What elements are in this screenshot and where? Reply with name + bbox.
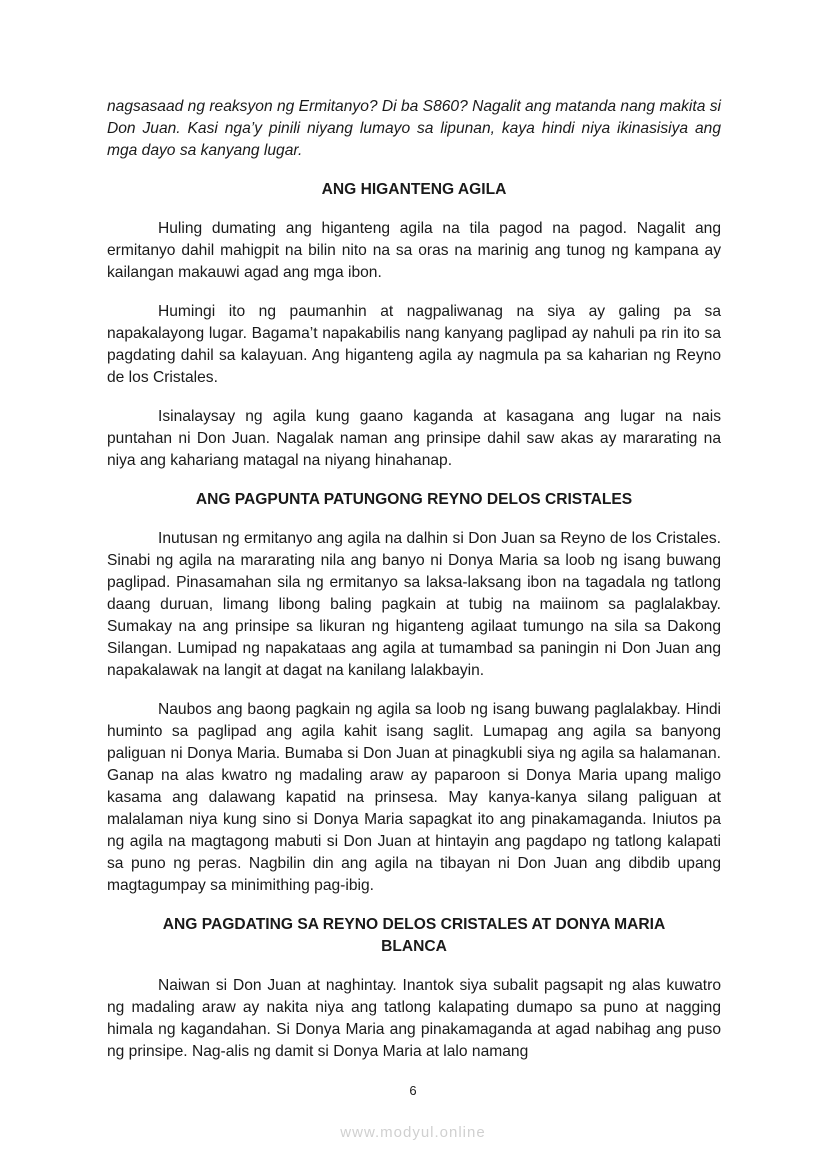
paragraph: Isinalaysay ng agila kung gaano kaganda at kasagana ang lugar na nais puntahan ni Don Juan. Nagalak naman ang prinsipe dahil saw akas ay mararating na niya ang kahariang matagal na niyang hinahanap. bbox=[107, 408, 721, 469]
paragraph: Naiwan si Don Juan at naghintay. Inantok siya subalit pagsapit ng alas kuwatro ng madaling araw ay nakita niya ang tatlong kalapating dumapo sa puno at nagging himala ng kagandahan. Si Donya Maria ang pinakamaganda at agad nabihag ang puso ng prinsipe. Nag-alis ng damit si Donya Maria at lalo namang bbox=[107, 977, 721, 1060]
watermark: www.modyul.online bbox=[340, 1124, 486, 1141]
paragraph: Naubos ang baong pagkain ng agila sa loob ng isang buwang paglalakbay. Hindi huminto sa paglipad ang agila kahit isang saglit. Lumapag ang agila sa banyong paliguan ni Donya Maria. Bumaba si Don Juan at pinagkubli siya ng agila sa halamanan. Ganap na alas kwatro ng madaling araw ay paparoon si Donya Maria upang maligo kasama ang dalawang kapatid na prinsesa. May kanya-kanya silang paliguan at malalaman niya kung sino si Donya Maria sapagkat ito ang pinakamaganda. Iniutos pa ng agila na magtagong mabuti si Don Juan at hintayin ang pagdapo ng tatlong kalapati sa puno ng peras. Nagbilin din ang agila na tibayan ni Don Juan ang dibdib upang magtagumpay sa minimithing pag-ibig. bbox=[107, 701, 721, 894]
page-number: 6 bbox=[409, 1083, 417, 1098]
section-heading-pagdating: ANG PAGDATING SA REYNO DELOS CRISTALES AT DONYA MARIA BLANCA bbox=[162, 916, 666, 955]
intro-paragraph: nagsasaad ng reaksyon ng Ermitanyo? Di ba S860? Nagalit ang matanda nang makita si Don Juan. Kasi nga’y pinili niyang lumayo sa lipunan, kaya hindi niya ikinasisiya ang mga dayo sa kanyang lugar. bbox=[107, 98, 721, 159]
document-page bbox=[107, 96, 721, 1080]
paragraph: Humingi ito ng paumanhin at nagpaliwanag na siya ay galing pa sa napakalayong lugar. Bagama’t napakabilis nang kanyang paglipad ay nahuli pa rin ito sa pagdating dahil sa kalayuan. Ang higanteng agila ay nagmula pa sa kaharian ng Reyno de los Cristales. bbox=[107, 303, 721, 386]
paragraph: Huling dumating ang higanteng agila na tila pagod na pagod. Nagalit ang ermitanyo dahil mahigpit na bilin nito na sa oras na marinig ang tunog ng kampana ay kailangan makauwi agad ang mga ibon. bbox=[107, 220, 721, 281]
section-heading-pagpunta: ANG PAGPUNTA PATUNGONG REYNO DELOS CRISTALES bbox=[195, 491, 633, 508]
section-heading-higanteng-agila: ANG HIGANTENG AGILA bbox=[321, 181, 507, 198]
paragraph: Inutusan ng ermitanyo ang agila na dalhin si Don Juan sa Reyno de los Cristales. Sinabi ng agila na mararating nila ang banyo ni Donya Maria sa loob ng isang buwang paglipad. Pinasamahan sila ng ermitanyo sa laksa-laksang ibon na tagadala ng tatlong daang duruan, limang libong baling pagkain at tubig na maiinom sa paglalakbay. Sumakay na ang prinsipe sa likuran ng higanteng agilaat tumungo na sila sa Dakong Silangan. Lumipad ng napakataas ang agila at tumambad sa paningin ni Don Juan ang napakalawak na langit at dagat na kanilang lalakbayin. bbox=[107, 530, 721, 679]
